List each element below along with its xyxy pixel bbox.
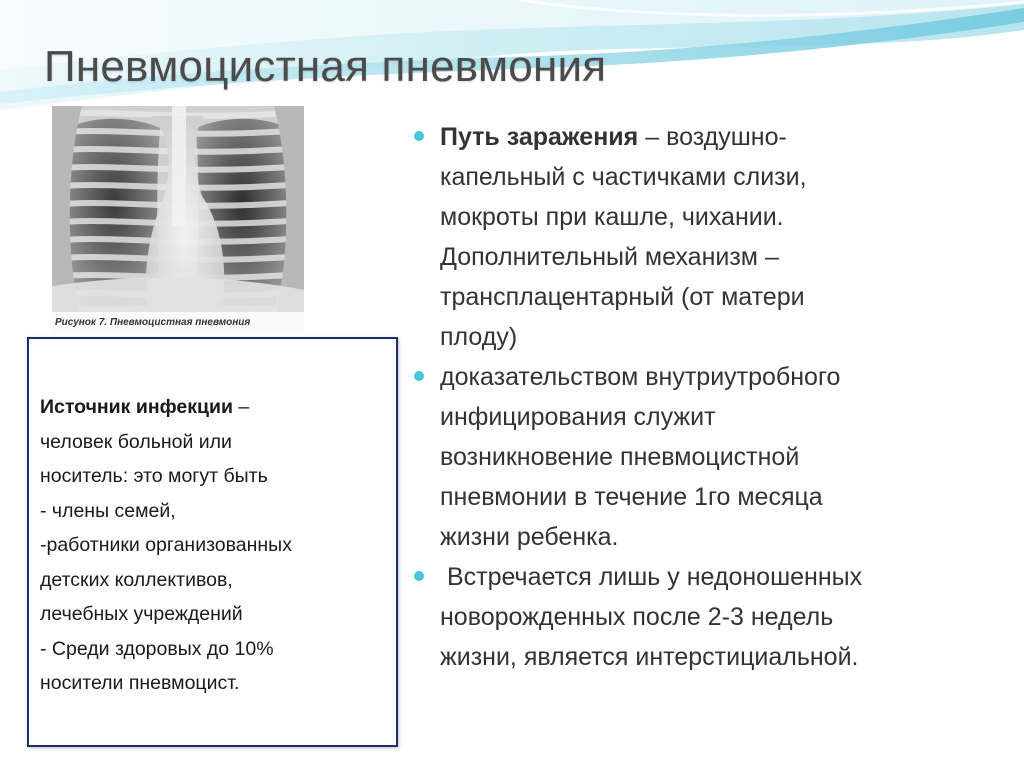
bullet-bold-label: Путь заражения <box>440 123 639 151</box>
source-line: -работники организованных <box>40 534 292 556</box>
bullet-line: плоду) <box>440 323 518 351</box>
source-heading-line <box>40 390 395 425</box>
bullet-list <box>412 117 1002 677</box>
bullet-first-line: Встречается лишь у недоношенных <box>440 563 863 591</box>
bullet-transmission <box>412 117 1002 357</box>
bullet-line: Дополнительный механизм – <box>440 243 779 271</box>
chest-xray-figure <box>52 106 304 334</box>
bullet-dot-icon <box>414 131 424 141</box>
bullet-first-line: доказательством внутриутробного <box>440 363 841 391</box>
bullet-text: – воздушно- <box>638 123 787 151</box>
bullet-intrauterine-evidence <box>412 357 1002 557</box>
infection-source-box <box>27 337 398 747</box>
bullet-line: инфицирования служит <box>440 403 716 431</box>
source-heading-bold: Источник инфекции <box>40 396 233 418</box>
bullet-line: пневмонии в течение 1го месяца <box>440 483 823 511</box>
bullet-line: новорожденных после 2-3 недель <box>440 603 834 631</box>
infection-source-text <box>40 390 395 701</box>
slide-title: Пневмоцистная пневмония <box>44 42 607 91</box>
xray-caption: Рисунок 7. Пневмоцистная пневмония <box>55 317 251 328</box>
source-line: носитель: это могут быть <box>40 465 268 487</box>
bullet-line: трансплацентарный (от матери <box>440 283 805 311</box>
bullet-line: мокроты при кашле, чихании. <box>440 203 784 231</box>
source-heading-dash: – <box>232 396 250 418</box>
bullet-line: жизни ребенка. <box>440 523 619 551</box>
source-line: - члены семей, <box>40 499 176 522</box>
bullet-occurrence <box>412 557 1002 677</box>
bullet-line: жизни, является интерстициальной. <box>440 643 859 671</box>
bullet-line: капельный с частичками слизи, <box>440 163 807 191</box>
bullet-line: возникновение пневмоцистной <box>440 443 800 471</box>
source-line: - Среди здоровых до 10% <box>40 637 274 660</box>
bullet-dot-icon <box>414 571 424 581</box>
source-line: человек больной или <box>40 430 232 453</box>
source-line: носители пневмоцист. <box>40 672 240 694</box>
bullet-dot-icon <box>414 371 424 381</box>
source-line: детских коллективов, <box>40 568 233 591</box>
source-line: лечебных учреждений <box>40 603 243 625</box>
bullet-first-line <box>440 117 1002 157</box>
chest-xray-image <box>52 106 304 312</box>
